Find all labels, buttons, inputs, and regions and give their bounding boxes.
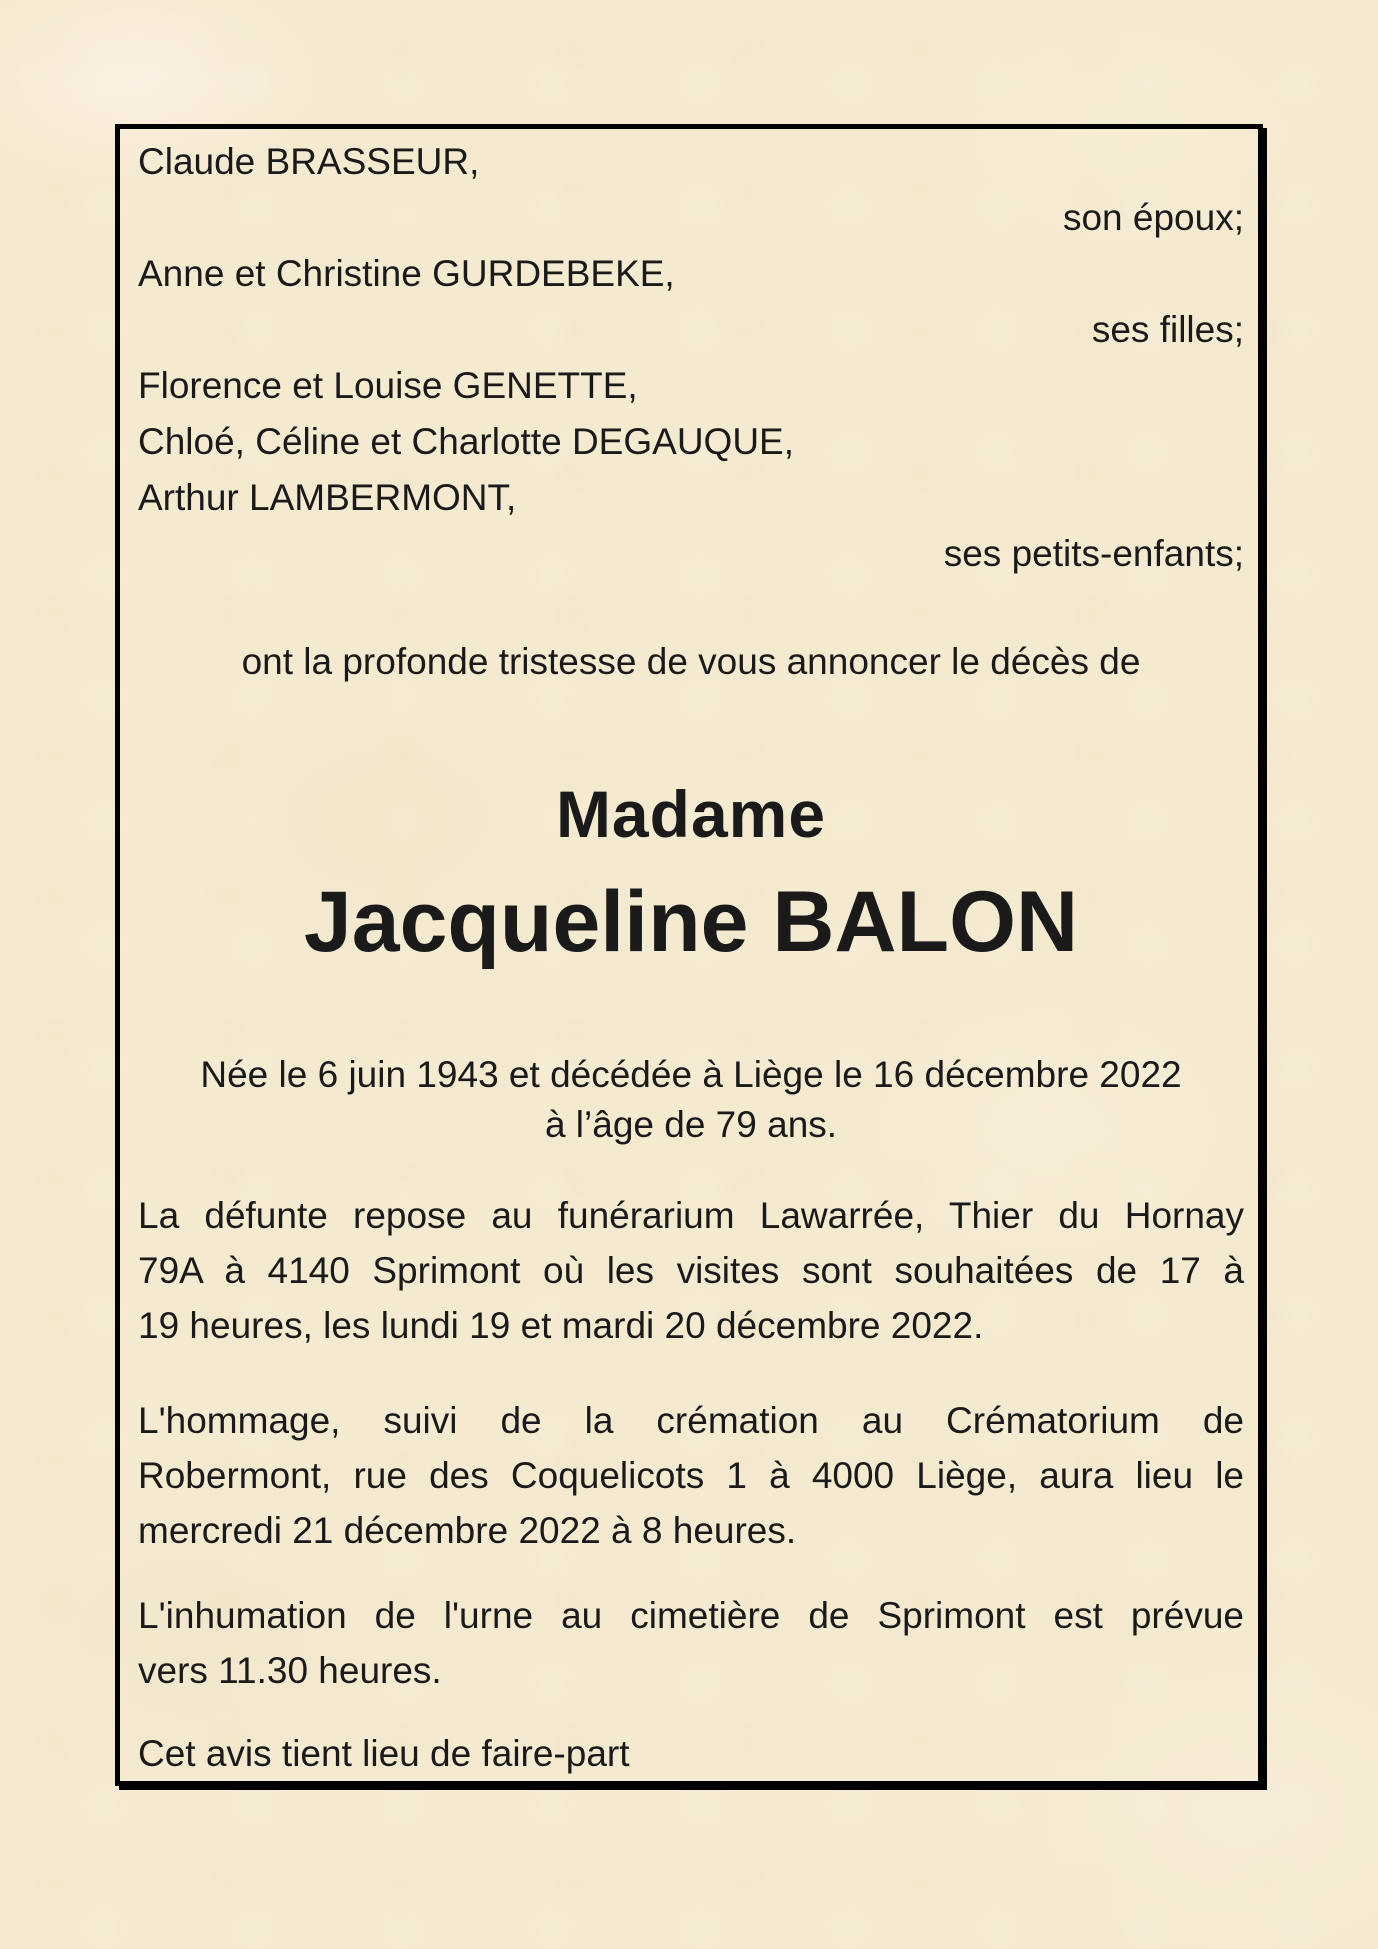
closing-line: Cet avis tient lieu de faire-part (138, 1733, 630, 1774)
honorific-title: Madame (555, 777, 827, 851)
inhumation-line-2: vers 11.30 heures. (138, 1650, 442, 1691)
birth-death-line-2: à l’âge de 79 ans. (544, 1104, 838, 1145)
birth-death-block (138, 1050, 1244, 1150)
family-line-grandchildren-3: Arthur LAMBERMONT, (138, 477, 517, 518)
family-line-grandchildren-1: Florence et Louise GENETTE, (138, 365, 638, 406)
family-line-husband-name: Claude BRASSEUR, (138, 141, 480, 182)
announcement-line: ont la profonde tristesse de vous annoncer le décès de (241, 641, 1141, 682)
cremation-line-2: Robermont, rue des Coquelicots 1 à 4000 Liège, aura lieu le (138, 1455, 1244, 1496)
cremation-paragraph (138, 1393, 1244, 1558)
visitation-line-2: 79A à 4140 Sprimont où les visites sont souhaitées de 17 à (138, 1250, 1244, 1291)
cremation-line-1: L'hommage, suivi de la crémation au Crématorium de (138, 1400, 1244, 1441)
family-relation-daughters: ses filles; (1091, 309, 1244, 350)
family-relation-grandchildren: ses petits-enfants; (943, 533, 1244, 574)
deceased-name: Jacqueline BALON (303, 874, 1079, 970)
birth-death-line-1: Née le 6 juin 1943 et décédée à Liège le 16 décembre 2022 (200, 1054, 1182, 1095)
family-line-grandchildren-2: Chloé, Céline et Charlotte DEGAUQUE, (138, 421, 794, 462)
family-line-daughters-names: Anne et Christine GURDEBEKE, (138, 253, 675, 294)
visitation-line-1: La défunte repose au funérarium Lawarrée, Thier du Hornay (138, 1195, 1244, 1236)
death-notice-card (115, 124, 1263, 1786)
visitation-paragraph (138, 1188, 1244, 1353)
inhumation-paragraph (138, 1588, 1244, 1698)
cremation-line-3: mercredi 21 décembre 2022 à 8 heures. (138, 1510, 797, 1551)
inhumation-line-1: L'inhumation de l'urne au cimetière de Sprimont est prévue (138, 1595, 1244, 1636)
family-names-block (138, 134, 1244, 582)
visitation-line-3: 19 heures, les lundi 19 et mardi 20 décembre 2022. (138, 1305, 984, 1346)
family-relation-spouse: son époux; (1062, 197, 1244, 238)
